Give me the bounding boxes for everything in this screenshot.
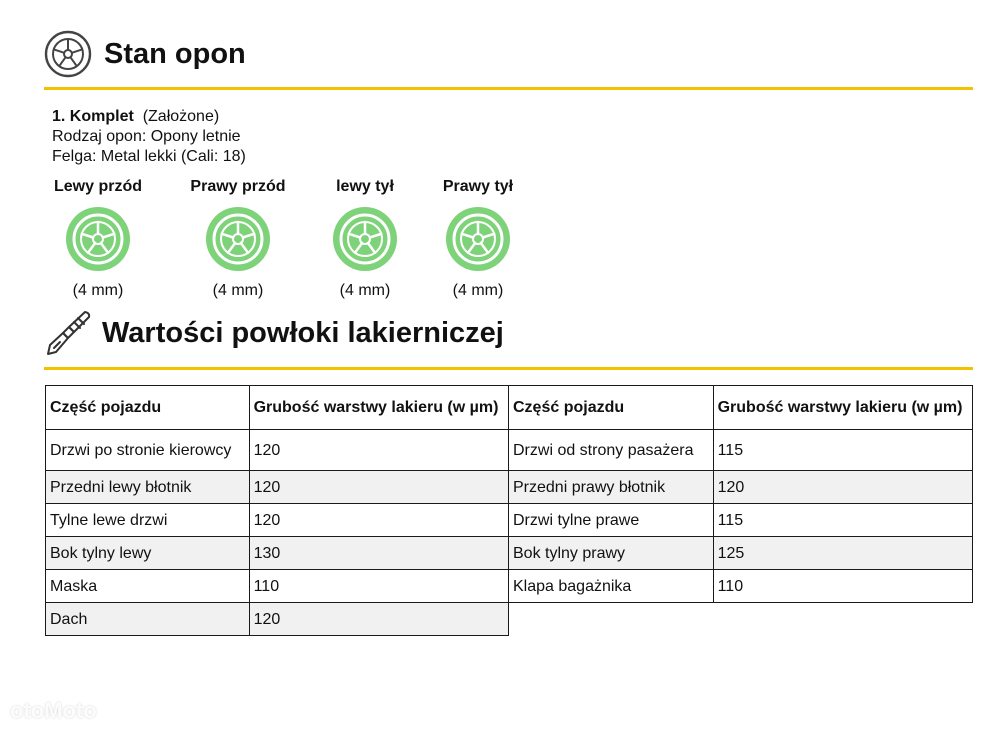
table-row bbox=[46, 504, 509, 537]
wheel-rear-left bbox=[305, 176, 425, 300]
part-cell: Bok tylny prawy bbox=[509, 537, 714, 570]
wheel-label: Lewy przód bbox=[53, 178, 142, 195]
wheel-label: Prawy przód bbox=[190, 178, 286, 195]
column-header-part: Część pojazdu bbox=[509, 386, 714, 430]
tire-icon bbox=[205, 206, 271, 272]
tire-set-name: 1. Komplet bbox=[52, 108, 134, 125]
tire-set-info bbox=[52, 107, 246, 167]
part-cell: Bok tylny lewy bbox=[46, 537, 250, 570]
tires-divider bbox=[44, 87, 973, 90]
paint-divider bbox=[44, 367, 973, 370]
table-row bbox=[46, 471, 509, 504]
thickness-cell: 120 bbox=[249, 471, 508, 504]
thickness-cell: 120 bbox=[249, 430, 508, 471]
thickness-cell: 120 bbox=[249, 603, 508, 636]
column-header-part: Część pojazdu bbox=[46, 386, 250, 430]
table-row bbox=[46, 603, 509, 636]
paint-table-right bbox=[508, 385, 973, 603]
paint-heading: Wartości powłoki lakierniczej bbox=[102, 316, 504, 349]
tires-heading: Stan opon bbox=[104, 37, 246, 70]
column-header-thickness: Grubość warstwy lakieru (w µm) bbox=[249, 386, 508, 430]
wheel-rear-right bbox=[418, 176, 538, 300]
wheel-label: lewy tył bbox=[336, 178, 394, 195]
table-row bbox=[509, 430, 973, 471]
wheel-front-right bbox=[178, 176, 298, 300]
part-cell: Dach bbox=[46, 603, 250, 636]
rim-info: Felga: Metal lekki (Cali: 18) bbox=[52, 148, 246, 165]
part-cell: Przedni prawy błotnik bbox=[509, 471, 714, 504]
part-cell: Maska bbox=[46, 570, 250, 603]
table-row bbox=[46, 570, 509, 603]
paintbrush-icon bbox=[44, 308, 94, 358]
column-header-thickness: Grubość warstwy lakieru (w µm) bbox=[713, 386, 972, 430]
part-cell: Tylne lewe drzwi bbox=[46, 504, 250, 537]
table-row bbox=[509, 537, 973, 570]
part-cell: Drzwi po stronie kierowcy bbox=[46, 430, 250, 471]
thickness-cell: 125 bbox=[713, 537, 972, 570]
part-cell: Drzwi od strony pasażera bbox=[509, 430, 714, 471]
paint-section-header bbox=[44, 308, 504, 358]
part-cell: Drzwi tylne prawe bbox=[509, 504, 714, 537]
thickness-cell: 110 bbox=[249, 570, 508, 603]
tire-type: Rodzaj opon: Opony letnie bbox=[52, 128, 241, 145]
tire-icon bbox=[65, 206, 131, 272]
table-row bbox=[509, 471, 973, 504]
tire-icon bbox=[332, 206, 398, 272]
tire-set-line bbox=[52, 107, 246, 127]
part-cell: Klapa bagażnika bbox=[509, 570, 714, 603]
table-row bbox=[509, 570, 973, 603]
wheel-label: Prawy tył bbox=[442, 178, 514, 195]
wheel-icon bbox=[44, 30, 92, 78]
table-header-row bbox=[509, 386, 973, 430]
tread-depth: (4 mm) bbox=[72, 282, 124, 299]
thickness-cell: 120 bbox=[713, 471, 972, 504]
thickness-cell: 130 bbox=[249, 537, 508, 570]
table-row bbox=[46, 537, 509, 570]
thickness-cell: 115 bbox=[713, 504, 972, 537]
wheel-front-left bbox=[38, 176, 158, 300]
tire-icon bbox=[445, 206, 511, 272]
tires-section-header bbox=[44, 30, 246, 78]
thickness-cell: 115 bbox=[713, 430, 972, 471]
table-row bbox=[46, 430, 509, 471]
thickness-cell: 110 bbox=[713, 570, 972, 603]
table-row bbox=[509, 504, 973, 537]
tread-depth: (4 mm) bbox=[452, 282, 504, 299]
part-cell: Przedni lewy błotnik bbox=[46, 471, 250, 504]
tread-depth: (4 mm) bbox=[339, 282, 391, 299]
watermark-logo: otoMoto bbox=[10, 698, 97, 723]
tire-set-state: (Założone) bbox=[142, 108, 220, 125]
table-header-row bbox=[46, 386, 509, 430]
thickness-cell: 120 bbox=[249, 504, 508, 537]
paint-table-left bbox=[45, 385, 509, 636]
tread-depth: (4 mm) bbox=[212, 282, 264, 299]
